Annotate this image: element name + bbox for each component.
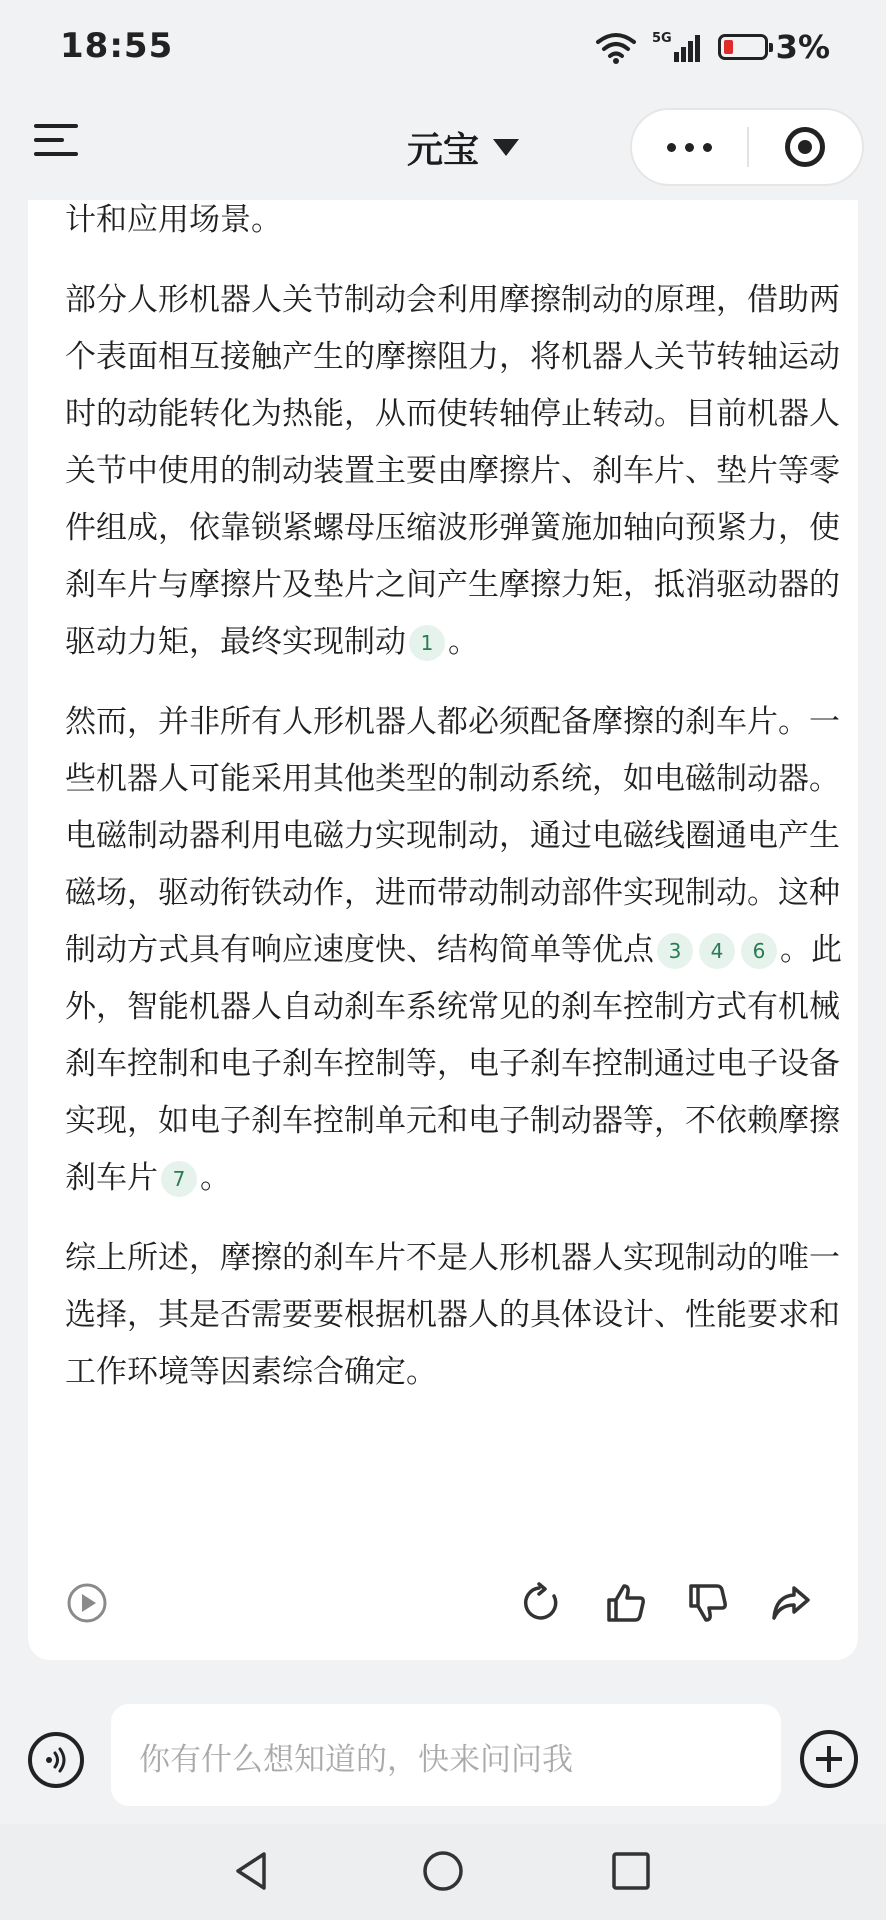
answer-text-segment: 综上所述，摩擦的刹车片不是人形机器人实现制动的唯一选择，其是否需要要根据机器人的具体设计、性能要求和工作环境等因素综合确定。 xyxy=(65,1240,840,1390)
answer-text-segment: 。 xyxy=(448,624,479,660)
citation-badge[interactable]: 7 xyxy=(161,1161,197,1197)
page-title: 元宝 xyxy=(407,130,480,171)
citation-badge[interactable]: 6 xyxy=(741,933,777,969)
signal-icon xyxy=(652,30,704,64)
battery-percent: 3% xyxy=(775,28,830,66)
answer-text-segment: 。此外，智能机器人自动刹车系统常见的刹车控制方式有机械刹车控制和电子刹车控制等，电子刹车控制通过电子设备实现，如电子刹车控制单元和电子制动器等，不依赖摩擦刹车片 xyxy=(65,932,842,1196)
answer-paragraph xyxy=(65,200,855,249)
voice-icon[interactable] xyxy=(28,1732,84,1788)
home-icon[interactable] xyxy=(420,1848,466,1894)
more-icon[interactable] xyxy=(632,143,747,152)
answer-paragraph xyxy=(65,272,855,671)
answer-text xyxy=(65,200,855,1424)
target-icon xyxy=(785,127,825,167)
wifi-icon xyxy=(594,30,638,64)
thumbs-up-icon[interactable] xyxy=(603,1580,649,1626)
menu-icon[interactable] xyxy=(34,124,82,158)
citation-badge[interactable]: 4 xyxy=(699,933,735,969)
citation-badge[interactable]: 3 xyxy=(657,933,693,969)
recents-icon[interactable] xyxy=(608,1848,654,1894)
status-icons xyxy=(594,28,830,66)
play-icon[interactable] xyxy=(64,1580,110,1626)
battery-indicator xyxy=(718,28,830,66)
message-input-placeholder: 你有什么想知道的，快来问问我 xyxy=(139,1742,573,1778)
message-input[interactable] xyxy=(111,1704,781,1806)
close-mini-program-button[interactable] xyxy=(749,127,862,167)
status-time: 18:55 xyxy=(60,26,174,66)
network-label: 5G xyxy=(651,31,672,46)
status-bar xyxy=(0,0,886,100)
answer-text-segment: 部分人形机器人关节制动会利用摩擦制动的原理，借助两个表面相互接触产生的摩擦阻力，将机器人关节转轴运动时的动能转化为热能，从而使转轴停止转动。目前机器人关节中使用的制动装置主要由摩擦片、刹车片、垫片等零件组成，依靠锁紧螺母压缩波形弹簧施加轴向预紧力，使刹车片与摩擦片及垫片之间产生摩擦力矩，抵消驱动器的驱动力矩，最终实现制动 xyxy=(65,282,840,660)
answer-card xyxy=(28,200,858,1660)
answer-text-segment: 。 xyxy=(200,1160,231,1196)
answer-text-segment: 计和应用场景。 xyxy=(65,202,282,238)
model-selector[interactable] xyxy=(407,122,519,173)
thumbs-down-icon[interactable] xyxy=(685,1580,731,1626)
plus-icon[interactable] xyxy=(800,1730,858,1788)
answer-paragraph xyxy=(65,1230,855,1401)
chevron-down-icon xyxy=(493,139,519,156)
answer-text-segment: 然而，并非所有人形机器人都必须配备摩擦的刹车片。一些机器人可能采用其他类型的制动系统，如电磁制动器。电磁制动器利用电磁力实现制动，通过电磁线圈通电产生磁场，驱动衔铁动作，进而带动制动部件实现制动。这种制动方式具有响应速度快、结构简单等优点 xyxy=(65,704,840,968)
battery-level-fill xyxy=(724,40,733,54)
answer-actions xyxy=(28,1570,858,1640)
citation-badge[interactable]: 1 xyxy=(409,625,445,661)
back-icon[interactable] xyxy=(230,1848,276,1894)
answer-paragraph xyxy=(65,694,855,1207)
share-icon[interactable] xyxy=(768,1580,814,1626)
app-header xyxy=(0,100,886,200)
mini-program-capsule xyxy=(630,108,864,186)
battery-icon xyxy=(718,34,768,60)
system-navigation-bar xyxy=(0,1824,886,1920)
regenerate-icon[interactable] xyxy=(519,1580,565,1626)
